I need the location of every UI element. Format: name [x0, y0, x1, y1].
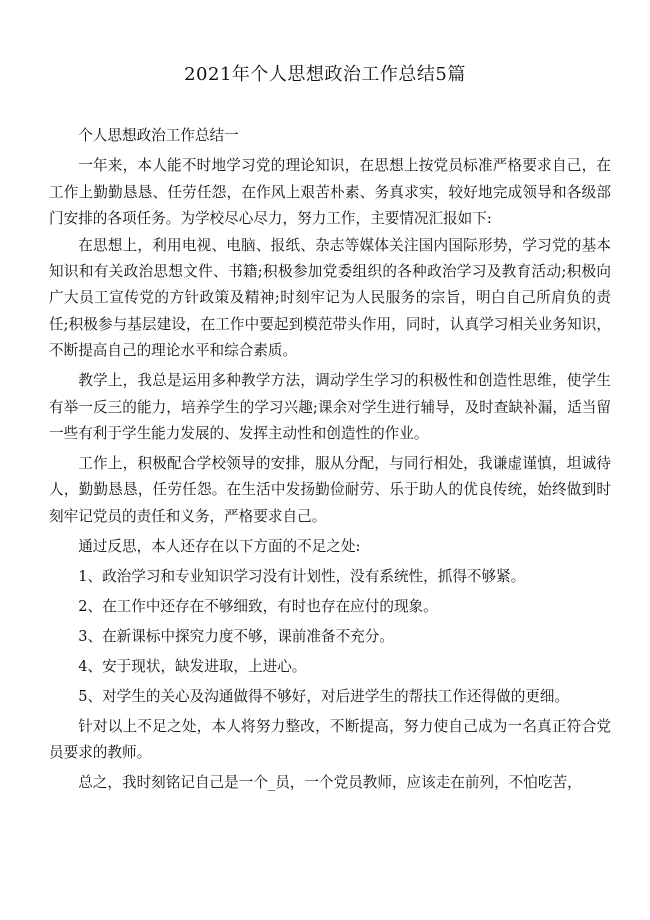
- list-item: 5、对学生的关心及沟通做得不够好，对后进学生的帮扶工作还得做的更细。: [78, 687, 570, 705]
- paragraph: 工作上，积极配合学校领导的安排，服从分配，与同行相处，我谦虚谨慎，坦诚待人，勤勤恳恳，任劳任怨。在生活中发扬勤俭耐劳、乐于助人的优良传统，始终做到时刻牢记党员的责任和义务，严格要求自己。: [49, 455, 611, 525]
- paragraph: 教学上，我总是运用多种教学方法，调动学生学习的积极性和创造性思维，使学生有举一反三的能力，培养学生的学习兴趣;课余对学生进行辅导，及时查缺补漏，适当留一些有利于学生能力发展的、发挥主动性和创造性的作业。: [49, 372, 611, 443]
- list-item: 2、在工作中还存在不够细致，有时也存在应付的现象。: [78, 597, 438, 615]
- paragraph: 通过反思，本人还存在以下方面的不足之处:: [78, 537, 361, 555]
- list-item: 1、政治学习和专业知识学习没有计划性，没有系统性，抓得不够紧。: [78, 567, 526, 585]
- list-item: 3、在新课标中探究力度不够，课前准备不充分。: [78, 627, 394, 645]
- list-item: 4、安于现状，缺发进取，上进心。: [78, 657, 307, 675]
- document-title: 2021年个人思想政治工作总结5篇: [184, 64, 466, 85]
- document-body: [49, 123, 611, 797]
- paragraph: 一年来，本人能不时地学习党的理论知识，在思想上按党员标准严格要求自己，在工作上勤勤恳恳、任劳任怨，在作风上艰苦朴素、务真求实，较好地完成领导和各级部门安排的各项任务。为学校尽心尽力，努力工作，主要情况汇报如下:: [49, 157, 611, 228]
- paragraph: 在思想上，利用电视、电脑、报纸、杂志等媒体关注国内国际形势，学习党的基本知识和有关政治思想文件、书籍;积极参加党委组织的各种政治学习及教育活动;积极向广大员工宣传党的方针政策及精神;时刻牢记为人民服务的宗旨，明白自己所肩负的责任;积极参与基层建设，在工作中要起到模范带头作用，同时，认真学习相关业务知识，不断提高自己的理论水平和综合素质。: [49, 236, 611, 360]
- paragraph: 总之，我时刻铭记自己是一个_员，一个党员教师，应该走在前列，不怕吃苦，: [78, 774, 582, 792]
- paragraph: 针对以上不足之处，本人将努力整改，不断提高，努力使自己成为一名真正符合党员要求的教师。: [49, 717, 611, 762]
- section-heading: 个人思想政治工作总结一: [78, 127, 239, 144]
